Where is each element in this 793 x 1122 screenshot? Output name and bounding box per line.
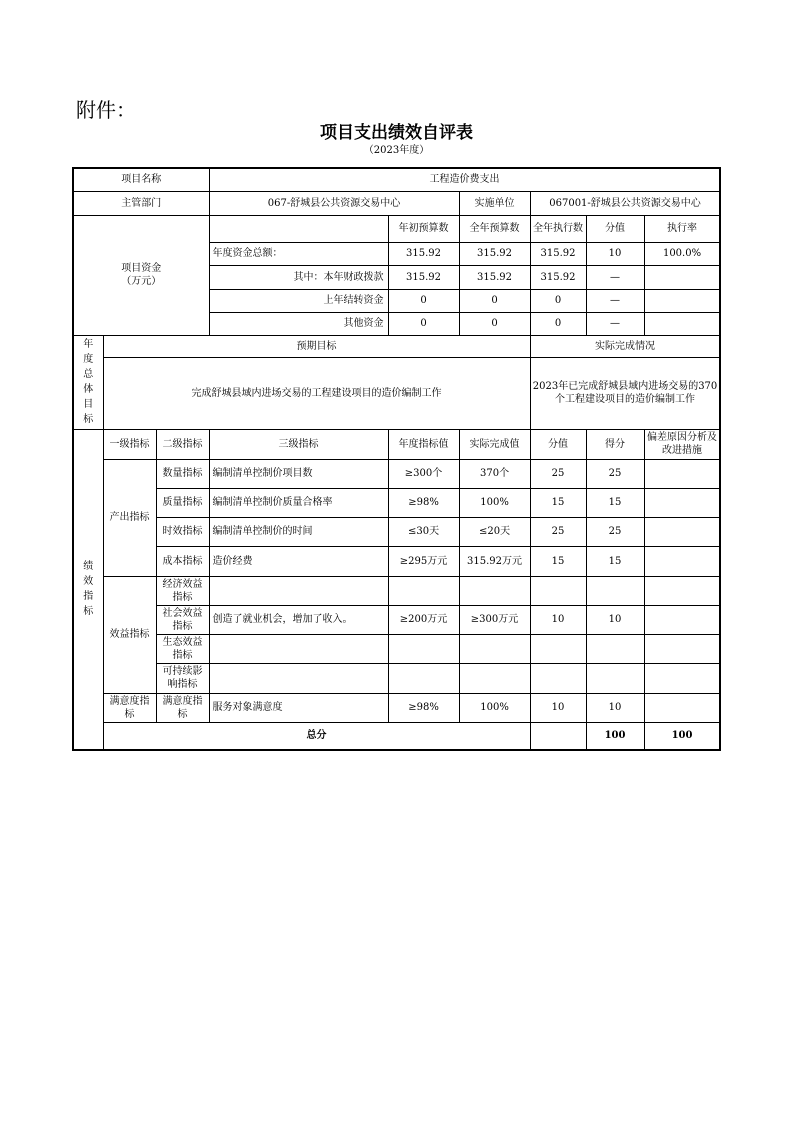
perf-level3	[209, 663, 388, 693]
perf-note	[644, 459, 720, 488]
funds-col-initial: 年初预算数	[388, 215, 459, 242]
perf-row	[73, 517, 720, 546]
perf-score-value	[530, 634, 586, 663]
perf-level3	[209, 634, 388, 663]
perf-score: 25	[586, 517, 644, 546]
perf-note	[644, 693, 720, 722]
perf-row	[73, 663, 720, 693]
funds-annual: 315.92	[459, 242, 530, 265]
perf-level3	[209, 576, 388, 605]
perf-score: 10	[586, 693, 644, 722]
funds-label: 项目资金 （万元）	[73, 215, 209, 335]
perf-actual	[459, 663, 530, 693]
funds-executed: 0	[530, 289, 586, 312]
goals-expected: 完成舒城县域内进场交易的工程建设项目的造价编制工作	[103, 357, 530, 429]
perf-level2: 时效指标	[156, 517, 209, 546]
perf-target	[388, 663, 459, 693]
funds-executed: 0	[530, 312, 586, 335]
funds-annual: 0	[459, 312, 530, 335]
goals-label: 年 度 总 体 目 标	[73, 335, 103, 429]
perf-score-value	[530, 576, 586, 605]
goals-actual: 2023年已完成舒城县域内进场交易的370个工程建设项目的造价编制工作	[530, 357, 720, 429]
perf-col-score: 得分	[586, 429, 644, 459]
perf-score	[586, 576, 644, 605]
funds-rate: 100.0%	[644, 242, 720, 265]
funds-score-value: —	[586, 312, 644, 335]
perf-note	[644, 488, 720, 517]
funds-score-value: —	[586, 265, 644, 289]
perf-col-level3: 三级指标	[209, 429, 388, 459]
perf-score: 25	[586, 459, 644, 488]
perf-level3: 服务对象满意度	[209, 693, 388, 722]
perf-level2: 生态效益指标	[156, 634, 209, 663]
perf-level3: 编制清单控制价质量合格率	[209, 488, 388, 517]
funds-rate	[644, 289, 720, 312]
perf-target: ≤30天	[388, 517, 459, 546]
unit-label: 实施单位	[459, 191, 530, 215]
perf-target: ≥200万元	[388, 605, 459, 634]
perf-row	[73, 605, 720, 634]
perf-score: 10	[586, 605, 644, 634]
funds-header-row	[73, 215, 720, 242]
benefit-label: 效益指标	[103, 576, 156, 693]
perf-note	[644, 634, 720, 663]
perf-col-actual: 实际完成值	[459, 429, 530, 459]
perf-score-value: 15	[530, 546, 586, 576]
perf-actual	[459, 576, 530, 605]
goals-content-row	[73, 357, 720, 429]
perf-score-value: 10	[530, 605, 586, 634]
funds-annual: 0	[459, 289, 530, 312]
funds-header-blank	[209, 215, 388, 242]
page-title: 项目支出绩效自评表	[320, 123, 473, 143]
perf-note	[644, 663, 720, 693]
perf-actual: 370个	[459, 459, 530, 488]
funds-executed: 315.92	[530, 265, 586, 289]
perf-level2: 质量指标	[156, 488, 209, 517]
funds-score-value: 10	[586, 242, 644, 265]
perf-note	[644, 546, 720, 576]
funds-score-value: —	[586, 289, 644, 312]
perf-level3: 造价经费	[209, 546, 388, 576]
perf-score: 15	[586, 488, 644, 517]
perf-actual: 100%	[459, 488, 530, 517]
funds-executed: 315.92	[530, 242, 586, 265]
perf-target: ≥300个	[388, 459, 459, 488]
perf-col-note: 偏差原因分析及改进措施	[644, 429, 720, 459]
perf-header-row	[73, 429, 720, 459]
perf-level2: 数量指标	[156, 459, 209, 488]
perf-score	[586, 634, 644, 663]
perf-row	[73, 459, 720, 488]
perf-actual: ≤20天	[459, 517, 530, 546]
perf-score-value: 25	[530, 459, 586, 488]
perf-target	[388, 634, 459, 663]
funds-row-label: 年度资金总额：	[209, 242, 388, 265]
perf-note	[644, 576, 720, 605]
funds-row-label: 上年结转资金	[209, 289, 388, 312]
perf-actual: 100%	[459, 693, 530, 722]
perf-target: ≥98%	[388, 488, 459, 517]
funds-initial: 315.92	[388, 242, 459, 265]
funds-rate	[644, 265, 720, 289]
funds-initial: 315.92	[388, 265, 459, 289]
perf-level2: 满意度指标	[156, 693, 209, 722]
perf-col-level2: 二级指标	[156, 429, 209, 459]
perf-score-value	[530, 663, 586, 693]
perf-target: ≥98%	[388, 693, 459, 722]
project-name-label: 项目名称	[73, 168, 209, 191]
funds-annual: 315.92	[459, 265, 530, 289]
funds-col-rate: 执行率	[644, 215, 720, 242]
dept-label: 主管部门	[73, 191, 209, 215]
perf-level2: 可持续影响指标	[156, 663, 209, 693]
perf-score	[586, 663, 644, 693]
perf-level3: 编制清单控制价的时间	[209, 517, 388, 546]
total-score-value: 100	[586, 722, 644, 750]
output-label: 产出指标	[103, 459, 156, 576]
perf-target	[388, 576, 459, 605]
dept-value: 067-舒城县公共资源交易中心	[209, 191, 459, 215]
perf-col-target: 年度指标值	[388, 429, 459, 459]
goals-header-row	[73, 335, 720, 357]
perf-row	[73, 546, 720, 576]
funds-col-score-value: 分值	[586, 215, 644, 242]
total-row	[73, 722, 720, 750]
goals-expected-header: 预期目标	[103, 335, 530, 357]
perf-note	[644, 605, 720, 634]
perf-score-value: 15	[530, 488, 586, 517]
perf-score-value: 10	[530, 693, 586, 722]
total-blank	[530, 722, 586, 750]
funds-initial: 0	[388, 289, 459, 312]
dept-row	[73, 191, 720, 215]
project-name-row	[73, 168, 720, 191]
perf-target: ≥295万元	[388, 546, 459, 576]
total-label: 总分	[103, 722, 530, 750]
perf-row	[73, 693, 720, 722]
perf-level2: 社会效益指标	[156, 605, 209, 634]
attachment-label: 附件：	[76, 98, 136, 122]
perf-col-score-value: 分值	[530, 429, 586, 459]
perf-actual: 315.92万元	[459, 546, 530, 576]
satisfaction-label: 满意度指标	[103, 693, 156, 722]
perf-row	[73, 488, 720, 517]
perf-score: 15	[586, 546, 644, 576]
unit-value: 067001-舒城县公共资源交易中心	[530, 191, 720, 215]
total-score: 100	[644, 722, 720, 750]
funds-initial: 0	[388, 312, 459, 335]
funds-rate	[644, 312, 720, 335]
funds-col-annual: 全年预算数	[459, 215, 530, 242]
perf-label: 绩 效 指 标	[73, 429, 103, 750]
perf-level3: 编制清单控制价项目数	[209, 459, 388, 488]
perf-row	[73, 634, 720, 663]
perf-note	[644, 517, 720, 546]
project-name-value: 工程造价费支出	[209, 168, 720, 191]
perf-level3: 创造了就业机会，增加了收入。	[209, 605, 388, 634]
perf-level2: 成本指标	[156, 546, 209, 576]
funds-col-executed: 全年执行数	[530, 215, 586, 242]
perf-col-level1: 一级指标	[103, 429, 156, 459]
year-subtitle: （2023年度）	[363, 145, 430, 156]
perf-actual: ≥300万元	[459, 605, 530, 634]
funds-row-label: 其中：本年财政拨款	[209, 265, 388, 289]
perf-level2: 经济效益指标	[156, 576, 209, 605]
evaluation-table	[72, 167, 721, 751]
perf-row	[73, 576, 720, 605]
perf-actual	[459, 634, 530, 663]
funds-row-label: 其他资金	[209, 312, 388, 335]
perf-score-value: 25	[530, 517, 586, 546]
goals-actual-header: 实际完成情况	[530, 335, 720, 357]
